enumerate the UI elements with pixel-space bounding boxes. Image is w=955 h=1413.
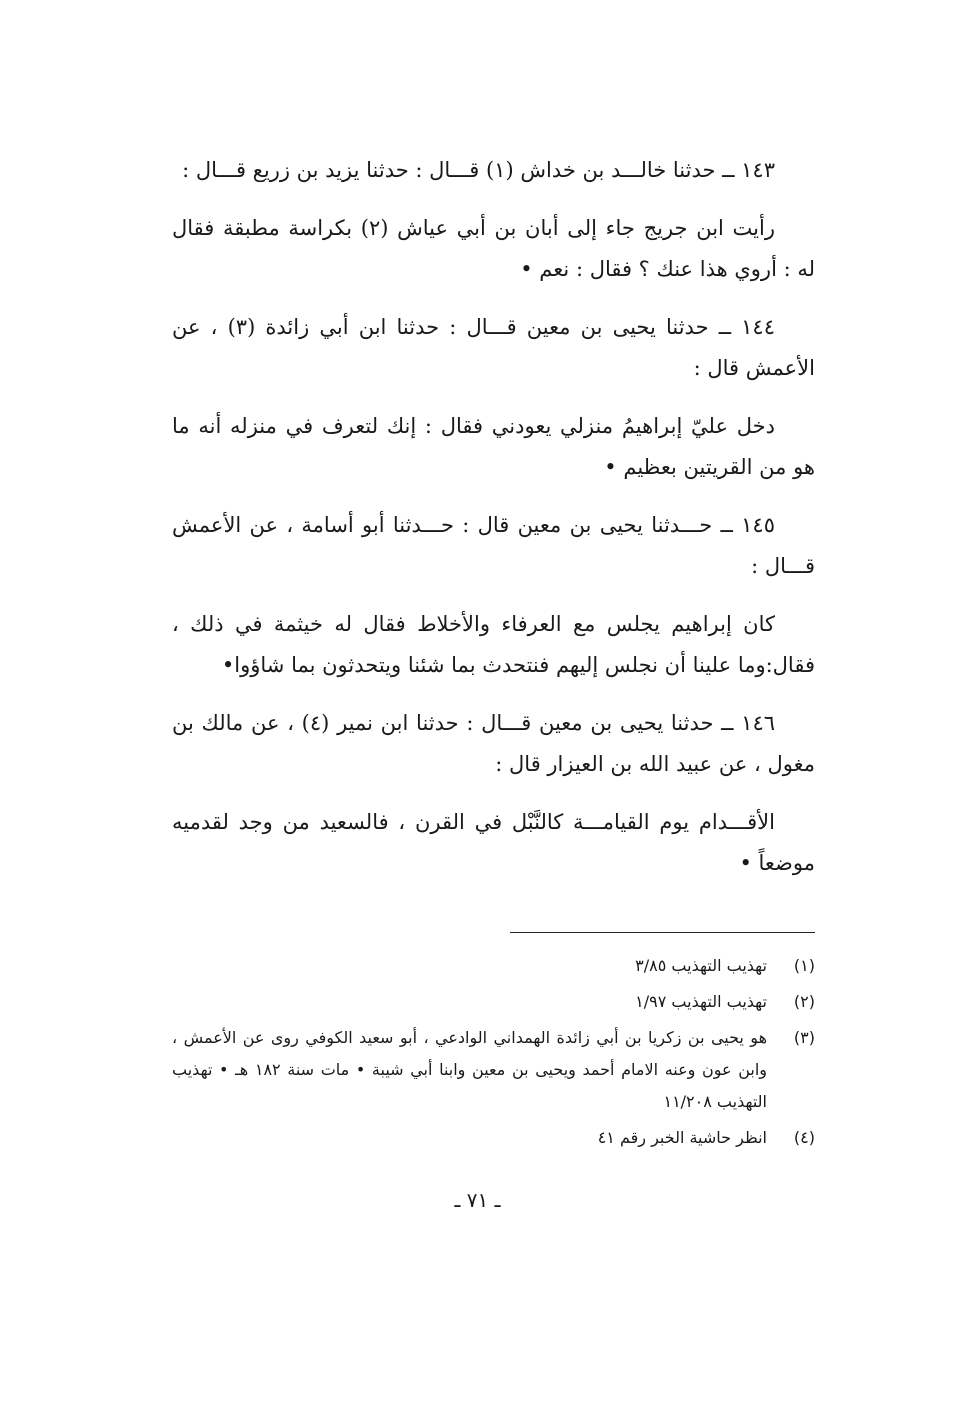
hadith-144-isnad: ١٤٤ ــ حدثنا يحيى بن معين قـــال : حدثنا ابن أبي زائدة (٣) ، عن الأعمش قال : <box>172 315 815 380</box>
footnote-text: انظر حاشية الخبر رقم ٤١ <box>597 1128 767 1147</box>
page-number: ـ ٧١ ـ <box>454 1188 501 1212</box>
hadith-144-matn: دخل عليّ إبراهيمُ منزلي يعودني فقال : إنك لتعرف في منزله أنه ما هو من القريتين بعظيم • <box>172 414 815 479</box>
hadith-145-matn: كان إبراهيم يجلس مع العرفاء والأخلاط فقال له خيثمة في ذلك ، فقال:وما علينا أن نجلس إليهم فنتحدث بما شئنا ويتحدثون بما شاؤوا• <box>172 612 815 677</box>
footnote-item <box>172 1122 815 1154</box>
footnote-number: (٣) <box>793 1028 815 1047</box>
footnote-divider <box>510 932 815 933</box>
hadith-143-isnad: ١٤٣ ــ حدثنا خالـــد بن خداش (١) قـــال : حدثنا يزيد بن زريع قـــال : <box>182 158 775 182</box>
paragraph-gap <box>172 785 815 802</box>
footnote-number: (٤) <box>793 1128 815 1147</box>
footnote-number: (٢) <box>793 992 815 1011</box>
hadith-145-isnad: ١٤٥ ــ حـــدثنا يحيى بن معين قال : حـــدثنا أبو أسامة ، عن الأعمش قـــال : <box>172 513 815 578</box>
paragraph-gap <box>172 389 815 406</box>
hadith-143-matn: رأيت ابن جريج جاء إلى أبان بن أبي عياش (٢) بكراسة مطبقة فقال له : أروي هذا عنك ؟ فقال : نعم • <box>172 216 815 281</box>
footnote-item <box>172 950 815 982</box>
footnote-text: تهذيب التهذيب ١/٩٧ <box>635 992 767 1011</box>
footnotes <box>172 950 815 1158</box>
footnote-text: هو يحيى بن زكريا بن أبي زائدة الهمداني الوادعي ، أبو سعيد الكوفي روى عن الأعمش ، وابن عون وعنه الامام أحمد ويحيى بن معين وابنا أبي شيبة • مات سنة ١٨٢ هـ • تهذيب التهذيب ١١/٢٠٨ <box>172 1028 768 1111</box>
main-text <box>172 150 815 884</box>
paragraph-gap <box>172 290 815 307</box>
footnote-number: (١) <box>793 956 815 975</box>
hadith-146-matn: الأقـــدام يوم القيامـــة كالنَّبْل في القرن ، فالسعيد من وجد لقدميه موضعاً • <box>172 810 815 875</box>
footnote-item <box>172 1022 815 1118</box>
hadith-146-isnad: ١٤٦ ــ حدثنا يحيى بن معين قـــال : حدثنا ابن نمير (٤) ، عن مالك بن مغول ، عن عبيد الله بن العيزار قال : <box>172 711 815 776</box>
footnote-text: تهذيب التهذيب ٣/٨٥ <box>635 956 767 975</box>
paragraph-gap <box>172 191 815 208</box>
paragraph-gap <box>172 587 815 604</box>
footnote-item <box>172 986 815 1018</box>
paragraph-gap <box>172 686 815 703</box>
paragraph-gap <box>172 488 815 505</box>
